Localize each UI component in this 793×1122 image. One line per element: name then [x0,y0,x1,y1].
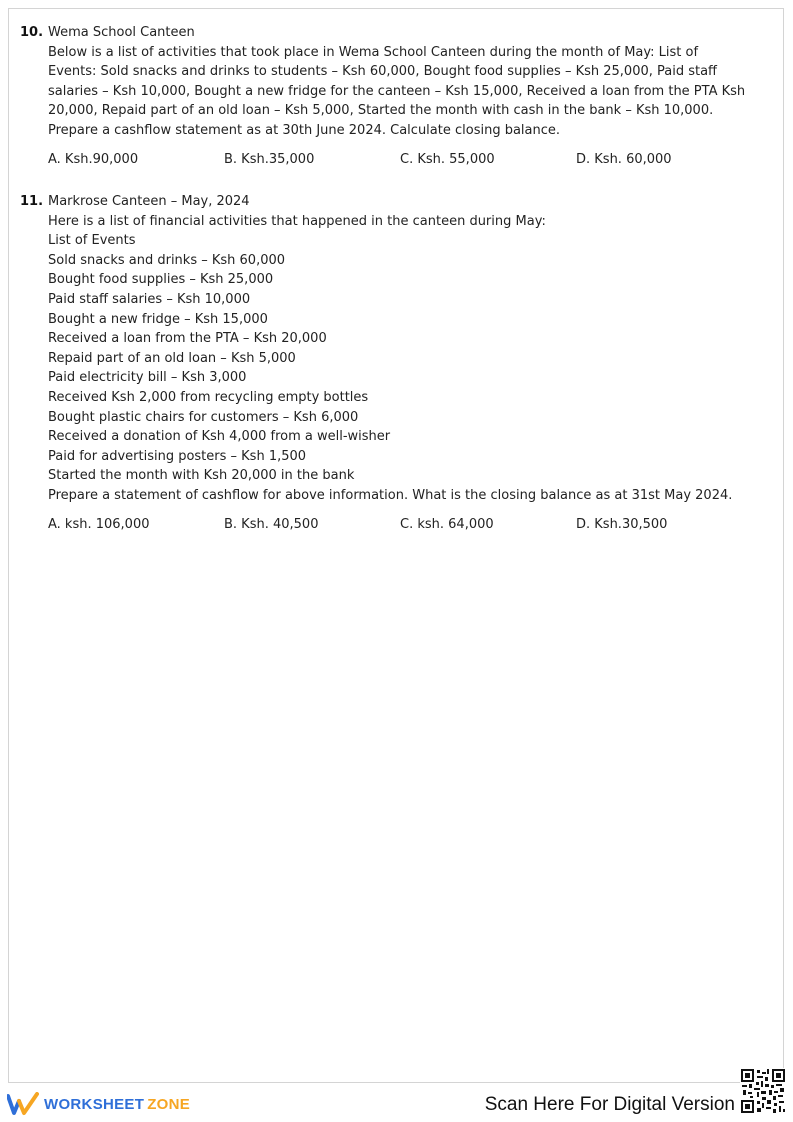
answer-options [48,515,750,535]
event-item: Paid electricity bill – Ksh 3,000 [48,370,247,386]
question-title: Wema School Canteen [48,25,195,40]
logo-word-worksheet: WORKSHEET [44,1095,145,1113]
question-11 [20,192,750,534]
option-d[interactable]: D. Ksh.30,500 [576,516,668,532]
page-frame [8,8,784,1083]
option-c[interactable]: C. Ksh. 55,000 [400,151,495,167]
event-item: Bought food supplies – Ksh 25,000 [48,272,274,288]
event-item: Received Ksh 2,000 from recycling empty bottles [48,389,369,405]
question-title: Markrose Canteen – May, 2024 [48,194,250,209]
question-10 [20,23,750,169]
question-number: 11. [20,194,44,209]
event-item: Repaid part of an old loan – Ksh 5,000 [48,350,296,366]
event-item: Received a donation of Ksh 4,000 from a well-wisher [48,429,391,445]
logo-word-zone: ZONE [147,1095,191,1113]
event-item: Sold snacks and drinks – Ksh 60,000 [48,252,286,268]
option-c[interactable]: C. ksh. 64,000 [400,516,494,532]
qr-code-icon[interactable] [740,1068,786,1114]
event-item: Paid staff salaries – Ksh 10,000 [48,291,251,307]
events-heading: List of Events [48,233,136,249]
event-item: Bought plastic chairs for customers – Ksh 6,000 [48,409,359,425]
answer-options [48,150,750,170]
option-d[interactable]: D. Ksh. 60,000 [576,151,672,167]
question-prompt: Prepare a statement of cashflow for above information. What is the closing balance as at 31st May 2024. [48,487,733,503]
logo-text [44,1096,190,1113]
event-item: Started the month with Ksh 20,000 in the bank [48,468,355,484]
event-item: Bought a new fridge – Ksh 15,000 [48,311,268,327]
scan-text: Scan Here For Digital Version [484,1094,735,1115]
option-b[interactable]: B. Ksh. 40,500 [224,516,319,532]
w-check-icon [7,1092,39,1116]
option-b[interactable]: B. Ksh.35,000 [224,151,315,167]
question-intro: Here is a list of financial activities that happened in the canteen during May: [48,213,546,229]
event-item: Paid for advertising posters – Ksh 1,500 [48,448,307,464]
question-text: Below is a list of activities that took place in Wema School Canteen during the month of May: List of Events: Sold snacks and drinks to students – Ksh 60,000, Bought food supplies – Ksh 25,000, Paid staff salaries – Ksh 10,000, Bought a new fridge for the canteen – Ksh 15,000, Received a loan from the PTA Ksh 20,000, Repaid part of an old loan – Ksh 5,000, Started the month with cash in the bank – Ksh 10,000. Prepare a cashflow statement as at 30th June 2024. Calculate closing balance. [48,44,746,138]
footer [0,1084,793,1122]
option-a[interactable]: A. Ksh.90,000 [48,151,139,167]
question-number: 10. [20,25,44,40]
question-body [48,23,750,141]
option-a[interactable]: A. ksh. 106,000 [48,516,150,532]
worksheet-zone-logo[interactable] [7,1092,190,1116]
event-item: Received a loan from the PTA – Ksh 20,000 [48,331,327,347]
question-body [48,192,750,506]
